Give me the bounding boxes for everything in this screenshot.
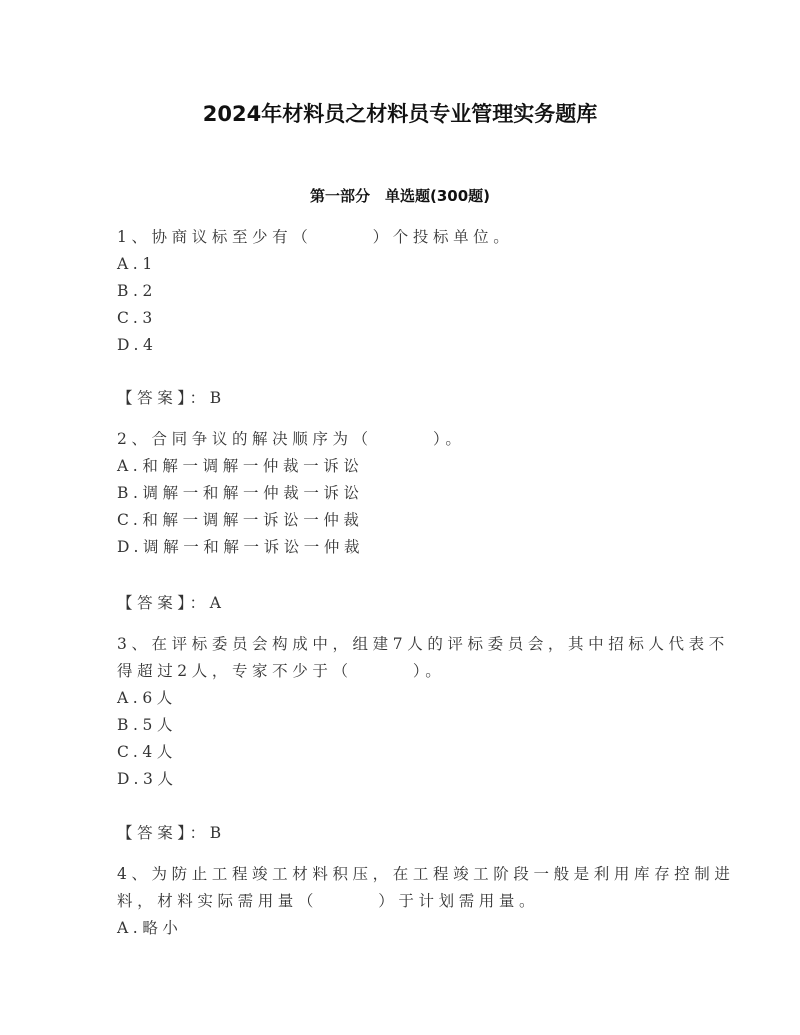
option-a: A.略小: [117, 919, 183, 937]
section-heading: 第一部分 单选题(300题): [309, 187, 491, 205]
option-a: A.1: [117, 255, 157, 273]
answer: 【答案】：A: [117, 594, 226, 612]
document-title: 2024年材料员之材料员专业管理实务题库: [202, 102, 598, 126]
option-a: A.6人: [117, 689, 177, 707]
question-text: 3、在评标委员会构成中，组建7人的评标委员会，其中招标人代表不: [117, 635, 729, 653]
option-a: A.和解一调解一仲裁一诉讼: [117, 457, 364, 475]
option-d: D.3人: [117, 770, 178, 788]
option-b: B.2: [117, 282, 157, 300]
option-d: D.4: [117, 336, 158, 354]
question-text-cont: 得超过2人，专家不少于（ ）。: [117, 662, 446, 680]
answer: 【答案】：B: [117, 824, 226, 842]
option-b: B.调解一和解一仲裁一诉讼: [117, 484, 364, 502]
option-c: C.3: [117, 309, 157, 327]
question-text: 2、合同争议的解决顺序为（ ）。: [117, 430, 466, 448]
answer: 【答案】：B: [117, 389, 226, 407]
question-text: 1、协商议标至少有（ ）个投标单位。: [117, 228, 514, 246]
question-text-cont: 料，材料实际需用量（ ）于计划需用量。: [117, 892, 540, 910]
option-c: C.4人: [117, 743, 177, 761]
question-text: 4、为防止工程竣工材料积压，在工程竣工阶段一般是利用库存控制进: [117, 865, 735, 883]
option-d: D.调解一和解一诉讼一仲裁: [117, 538, 365, 556]
option-c: C.和解一调解一诉讼一仲裁: [117, 511, 364, 529]
option-b: B.5人: [117, 716, 178, 734]
